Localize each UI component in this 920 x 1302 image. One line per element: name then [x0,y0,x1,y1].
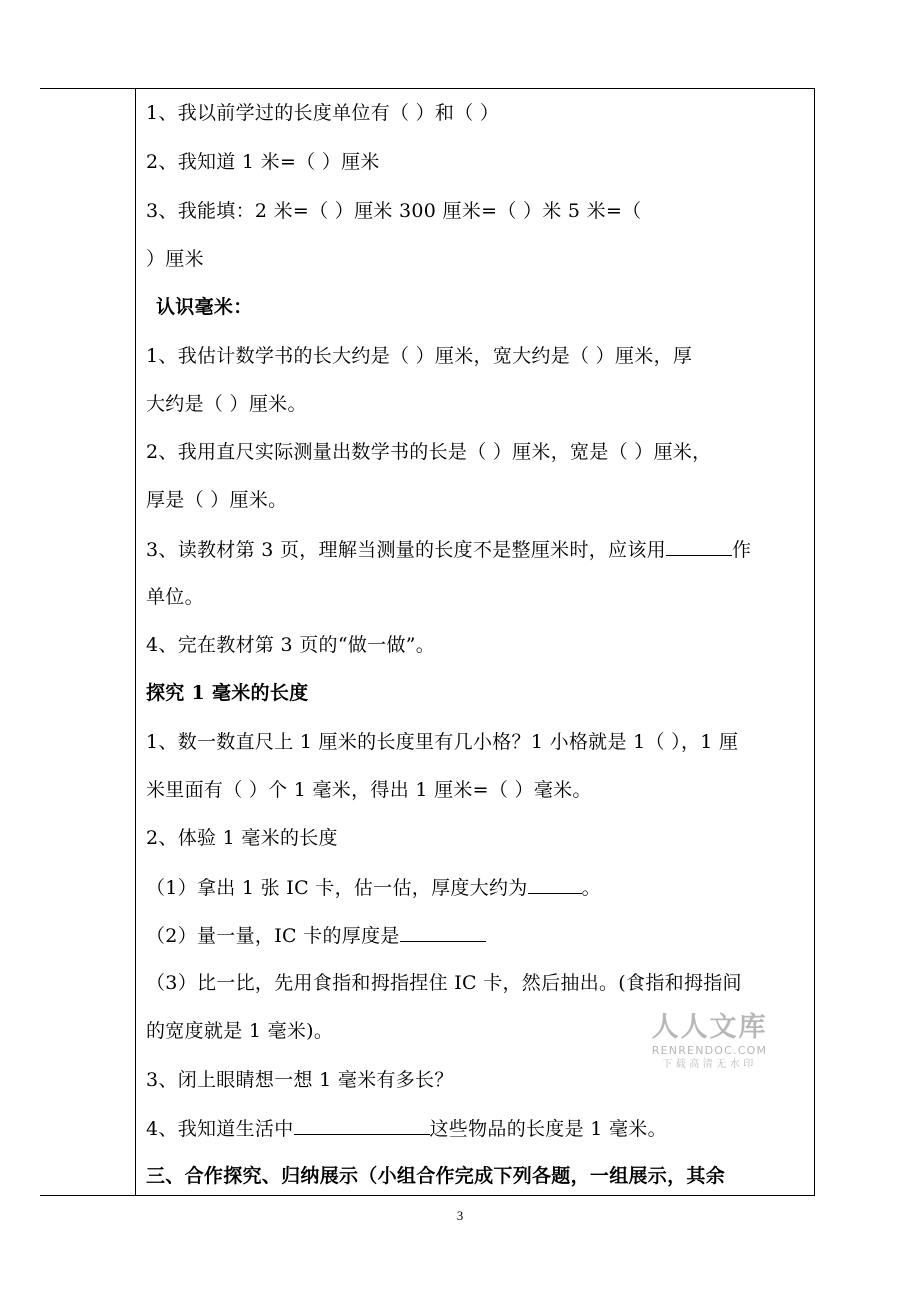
question-line: 3、我能填：2 米=（ ）厘米 300 厘米=（ ）米 5 米=（ [146,200,642,222]
question-line: 1、我估计数学书的长大约是（ ）厘米，宽大约是（ ）厘米，厚 [146,345,693,367]
question-line [146,923,486,948]
question-line: 1、我以前学过的长度单位有（ ）和（ ） [146,102,500,124]
question-line: 3、闭上眼睛想一想 1 毫米有多长？ [146,1069,454,1091]
question-line: 米里面有（ ）个 1 毫米，得出 1 厘米=（ ）毫米。 [146,779,592,801]
question-line: （3）比一比，先用食指和拇指捏住 IC 卡，然后抽出。(食指和拇指间 [146,972,742,994]
line-text: （2）量一量，IC 卡的厚度是 [146,925,400,947]
line-text: 。 [581,877,601,899]
watermark-subtitle: 下载高清无水印 [662,1059,757,1070]
watermark-url: RENRENDOC.COM [651,1044,768,1057]
line-text: 3、读教材第 3 页，理解当测量的长度不是整厘米时，应该用 [146,539,666,561]
fill-blank[interactable] [294,1116,430,1135]
question-line: 的宽度就是 1 毫米)。 [146,1020,334,1042]
question-line: 厚是（ ）厘米。 [146,489,288,511]
section-heading: 三、合作探究、归纳展示（小组合作完成下列各题，一组展示，其余 [146,1165,726,1187]
question-line: 大约是（ ）厘米。 [146,393,307,415]
question-line [146,537,751,562]
question-line: 2、我知道 1 米=（ ）厘米 [146,151,380,173]
question-line: 2、体验 1 毫米的长度 [146,827,338,849]
page-number: 3 [456,1208,464,1223]
watermark-logo [642,1012,777,1072]
column-divider [135,89,136,1195]
line-text: （1）拿出 1 张 IC 卡，估一估，厚度大约为 [146,877,528,899]
fill-blank[interactable] [666,537,732,556]
question-line [146,1116,667,1141]
line-text: 这些物品的长度是 1 毫米。 [429,1118,667,1140]
question-line: 1、数一数直尺上 1 厘米的长度里有几小格？1 小格就是 1（ ），1 厘 [146,731,739,753]
question-line: ）厘米 [146,248,204,270]
section-heading: 探究 1 毫米的长度 [146,682,309,704]
line-text: 作 [731,539,752,561]
watermark-title: 人人文库 [651,1012,768,1043]
question-line: 2、我用直尺实际测量出数学书的长是（ ）厘米，宽是（ ）厘米， [146,441,712,463]
line-text: 4、我知道生活中 [146,1118,294,1140]
question-line: 4、完在教材第 3 页的“做一做”。 [146,634,436,656]
question-line: 单位。 [146,586,204,608]
fill-blank[interactable] [400,923,486,942]
question-line [146,875,601,900]
fill-blank[interactable] [528,875,582,894]
section-heading: 认识毫米： [156,296,253,318]
